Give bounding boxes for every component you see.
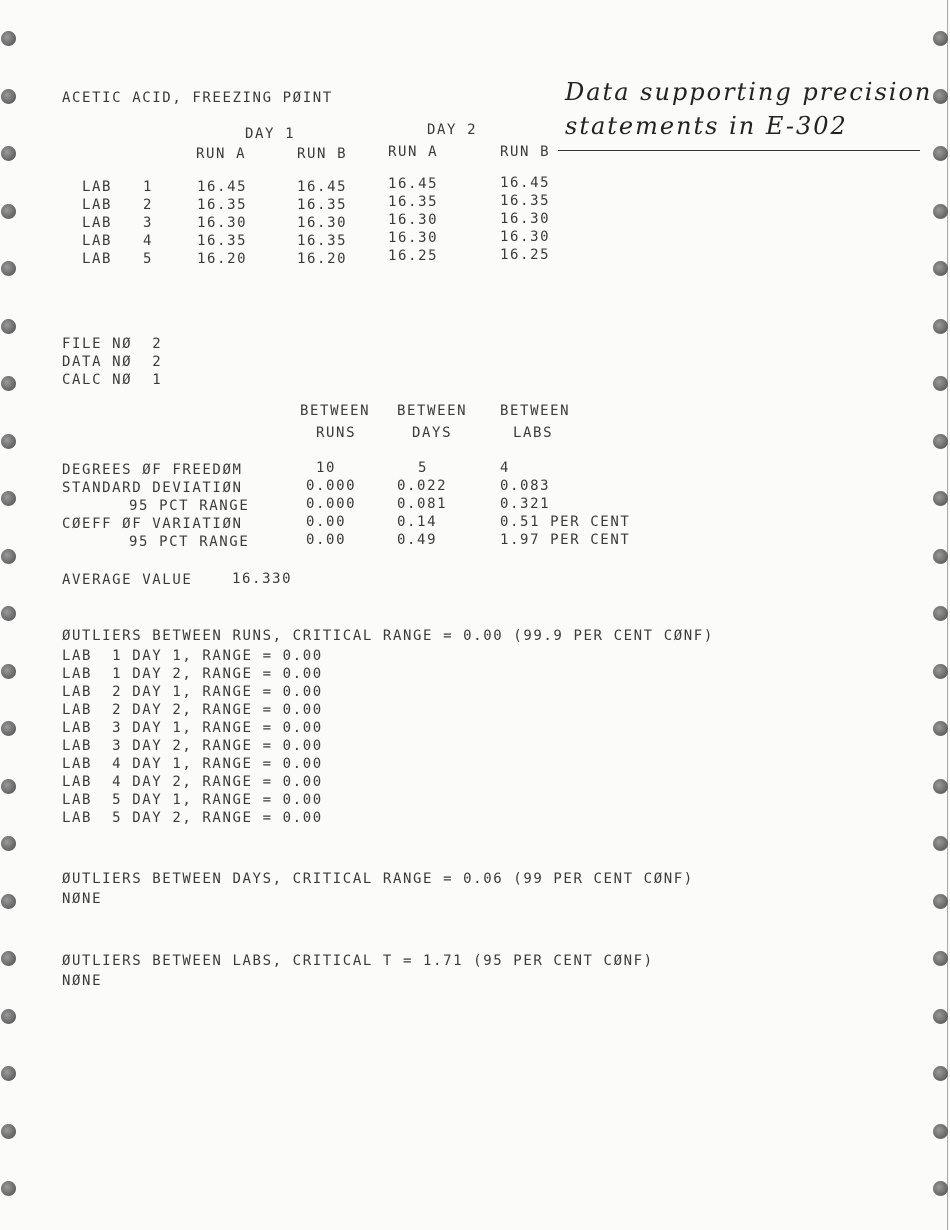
punch-hole-icon [933,664,948,679]
cell-value: 16.25 [388,248,439,264]
stats-value: 0.14 [397,514,438,530]
outlier-line: LAB 3 DAY 1, RANGE = 0.00 [62,720,323,736]
cell-value: 16.30 [500,211,551,227]
outlier-line: LAB 1 DAY 1, RANGE = 0.00 [62,648,323,664]
punch-hole-icon [1,951,16,966]
stats-header: BETWEEN [500,403,571,419]
stats-value: 0.000 [306,496,357,512]
stats-value: 0.49 [397,532,438,548]
outlier-line: LAB 1 DAY 2, RANGE = 0.00 [62,666,323,682]
outlier-line: LAB 3 DAY 2, RANGE = 0.00 [62,738,323,754]
cell-value: 16.35 [388,194,439,210]
punch-hole-icon [933,1009,948,1024]
punch-hole-icon [933,721,948,736]
lab-number: 3 [143,215,154,231]
stats-value: 0.00 [306,532,347,548]
punch-hole-icon [933,1124,948,1139]
punch-hole-icon [1,779,16,794]
handwritten-note-line2: statements in E-302 [565,112,848,140]
stats-value: 0.000 [306,478,357,494]
stats-row-label: 95 PCT RANGE [129,534,250,550]
average-label: AVERAGE VALUE [62,572,193,588]
cell-value: 16.20 [297,251,348,267]
lab-label: LAB [82,251,113,267]
run-header: RUN A [196,146,247,162]
run-header: RUN B [500,144,551,160]
lab-number: 5 [143,251,154,267]
lab-number: 2 [143,197,154,213]
punch-hole-icon [933,204,948,219]
cell-value: 16.35 [500,193,551,209]
cell-value: 16.20 [197,251,248,267]
punch-hole-icon [933,89,948,104]
stats-value: 1.97 PER CENT [500,532,631,548]
cell-value: 16.30 [297,215,348,231]
outliers-days-result: NØNE [62,891,103,907]
punch-hole-icon [933,491,948,506]
punch-hole-icon [1,664,16,679]
punch-hole-icon [933,606,948,621]
outlier-line: LAB 2 DAY 2, RANGE = 0.00 [62,702,323,718]
punch-hole-icon [1,1124,16,1139]
document-title: ACETIC ACID, FREEZING PØINT [62,90,333,106]
punch-hole-icon [933,319,948,334]
punch-hole-icon [933,951,948,966]
cell-value: 16.45 [500,175,551,191]
punch-hole-icon [1,261,16,276]
cell-value: 16.35 [297,233,348,249]
cell-value: 16.45 [297,179,348,195]
stats-value: 0.081 [397,496,448,512]
lab-number: 1 [143,179,154,195]
stats-row-label: CØEFF ØF VARIATIØN [62,516,243,532]
punch-hole-icon [933,146,948,161]
lab-label: LAB [82,215,113,231]
punch-hole-icon [1,319,16,334]
punch-hole-icon [1,836,16,851]
run-header: RUN B [297,146,348,162]
punch-hole-icon [933,549,948,564]
punch-hole-icon [1,894,16,909]
day-header: DAY 1 [245,126,296,142]
lab-label: LAB [82,233,113,249]
cell-value: 16.30 [197,215,248,231]
punch-hole-icon [1,721,16,736]
stats-row-label: DEGREES ØF FREEDØM [62,462,243,478]
cell-value: 16.30 [388,230,439,246]
cell-value: 16.35 [297,197,348,213]
punch-hole-icon [1,376,16,391]
stats-header: BETWEEN [300,403,371,419]
outliers-labs-heading: ØUTLIERS BETWEEN LABS, CRITICAL T = 1.71 (95 PER CENT CØNF) [62,953,654,969]
punch-hole-icon [1,1009,16,1024]
punch-hole-icon [1,434,16,449]
punch-hole-icon [933,836,948,851]
punch-hole-icon [933,261,948,276]
outliers-runs-heading: ØUTLIERS BETWEEN RUNS, CRITICAL RANGE = 0.00 (99.9 PER CENT CØNF) [62,628,714,644]
cell-value: 16.30 [388,212,439,228]
stats-value: 0.00 [306,514,347,530]
punch-hole-icon [933,434,948,449]
stats-header: LABS [513,425,554,441]
cell-value: 16.35 [197,197,248,213]
lab-number: 4 [143,233,154,249]
stats-header: BETWEEN [397,403,468,419]
stats-value: 0.083 [500,478,551,494]
run-header: RUN A [388,144,439,160]
stats-header: DAYS [412,425,453,441]
file-info-line: FILE NØ 2 [62,336,163,352]
stats-value: 10 [316,460,337,476]
cell-value: 16.25 [500,247,551,263]
stats-row-label: STANDARD DEVIATIØN [62,480,243,496]
file-info-line: DATA NØ 2 [62,354,163,370]
punch-hole-icon [1,606,16,621]
punch-hole-icon [1,491,16,506]
stats-value: 0.51 PER CENT [500,514,631,530]
stats-header: RUNS [316,425,357,441]
day-header: DAY 2 [427,122,478,138]
outlier-line: LAB 4 DAY 2, RANGE = 0.00 [62,774,323,790]
punch-hole-icon [933,376,948,391]
cell-value: 16.30 [500,229,551,245]
punch-hole-icon [1,204,16,219]
punch-hole-icon [933,1066,948,1081]
punch-hole-icon [933,1181,948,1196]
punch-hole-icon [1,146,16,161]
average-value: 16.330 [232,571,293,587]
outlier-line: LAB 4 DAY 1, RANGE = 0.00 [62,756,323,772]
outliers-labs-result: NØNE [62,973,103,989]
lab-label: LAB [82,197,113,213]
punch-hole-icon [1,31,16,46]
outlier-line: LAB 2 DAY 1, RANGE = 0.00 [62,684,323,700]
outlier-line: LAB 5 DAY 2, RANGE = 0.00 [62,810,323,826]
stats-value: 0.321 [500,496,551,512]
cell-value: 16.35 [197,233,248,249]
punch-hole-icon [933,779,948,794]
cell-value: 16.45 [388,176,439,192]
handwritten-underline [558,150,920,151]
stats-row-label: 95 PCT RANGE [129,498,250,514]
handwritten-note-line1: Data supporting precision [565,78,933,106]
lab-label: LAB [82,179,113,195]
punch-hole-icon [933,894,948,909]
punch-hole-icon [1,1181,16,1196]
outliers-days-heading: ØUTLIERS BETWEEN DAYS, CRITICAL RANGE = 0.06 (99 PER CENT CØNF) [62,871,694,887]
outlier-line: LAB 5 DAY 1, RANGE = 0.00 [62,792,323,808]
stats-value: 5 [418,460,429,476]
stats-value: 0.022 [397,478,448,494]
stats-value: 4 [500,460,511,476]
punch-hole-icon [1,1066,16,1081]
cell-value: 16.45 [197,179,248,195]
punch-hole-icon [1,549,16,564]
file-info-line: CALC NØ 1 [62,372,163,388]
punch-hole-icon [933,31,948,46]
punch-hole-icon [1,89,16,104]
